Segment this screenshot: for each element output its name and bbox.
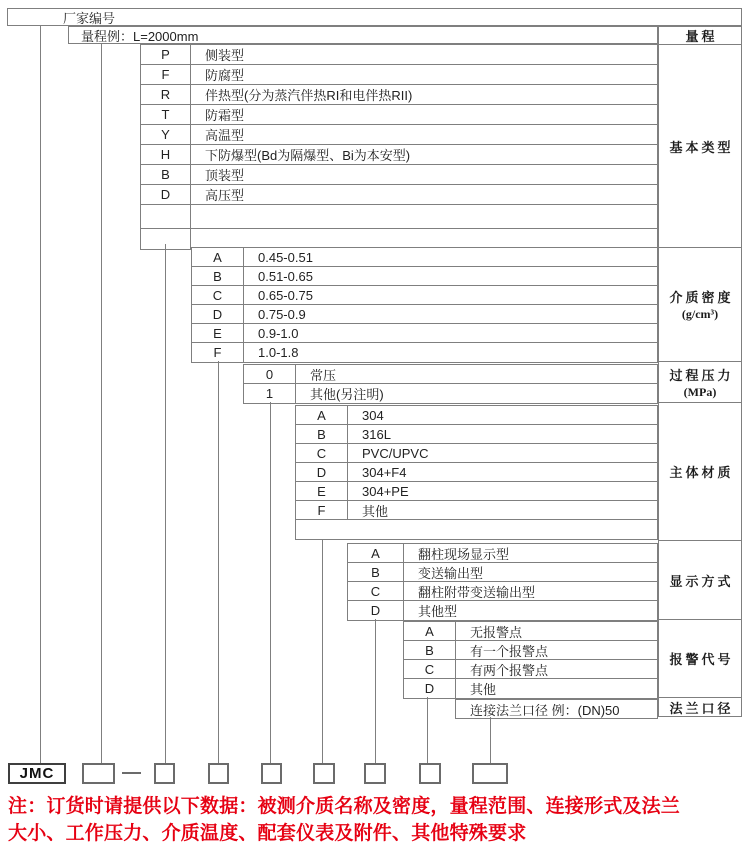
display-mode-table [347, 543, 658, 621]
label-medium-density: 介质密度 (g/cm³) [659, 248, 741, 362]
code-cell: B [296, 425, 348, 443]
value-cell: 其他(另注明) [310, 387, 384, 402]
value-cell: 304 [362, 407, 384, 423]
label-alarm-code: 报警代号 [659, 620, 741, 698]
range-example-row [68, 26, 658, 44]
code-cell: T [141, 105, 191, 124]
display-row [348, 601, 657, 620]
value-cell: 翻柱附带变送输出型 [418, 584, 536, 600]
code-box-density [208, 763, 229, 784]
medium-density-table [191, 247, 658, 363]
basic-type-row [141, 145, 657, 165]
density-row [192, 324, 657, 343]
value-cell: 防腐型 [205, 68, 245, 83]
code-cell: B [404, 641, 456, 659]
label-range: 量程 [659, 27, 741, 45]
alarm-row [404, 622, 657, 641]
material-row [296, 406, 657, 425]
code-cell: E [296, 482, 348, 500]
range-example-label: 量程例：L=2000mm [81, 28, 199, 44]
value-cell: 1.0-1.8 [258, 345, 299, 360]
connector-line-display [375, 619, 376, 763]
basic-type-row [141, 125, 657, 145]
value-cell: 316L [362, 426, 391, 442]
basic-type-row [141, 165, 657, 185]
basic-type-row [141, 85, 657, 105]
value-cell: PVC/UPVC [362, 445, 429, 461]
value-cell: 0.51-0.65 [258, 268, 313, 284]
code-box-pressure [261, 763, 282, 784]
code-cell: B [192, 267, 244, 285]
code-cell: D [141, 185, 191, 204]
density-row [192, 343, 657, 362]
code-cell [141, 205, 191, 228]
code-separator-dash [122, 772, 141, 774]
value-cell: 下防爆型(Bd为隔爆型、Bi为本安型) [205, 148, 411, 163]
code-box-material [313, 763, 335, 784]
code-cell: A [348, 544, 404, 562]
ordering-note-line1: 注：订货时请提供以下数据：被测介质名称及密度，量程范围、连接形式及法兰 [8, 796, 681, 817]
value-cell: 连接法兰口径 例：(DN)50 [470, 702, 620, 718]
category-label-column [658, 26, 742, 717]
value-cell: 无报警点 [470, 624, 523, 640]
material-row [296, 425, 657, 444]
display-row [348, 544, 657, 563]
code-cell: 0 [244, 365, 296, 383]
value-cell: 变送输出型 [418, 565, 484, 581]
value-cell: 其他型 [418, 604, 458, 619]
value-cell: 顶装型 [205, 168, 245, 183]
pressure-row [244, 384, 657, 403]
manufacturer-label: 厂家编号 [63, 10, 116, 26]
code-cell: 1 [244, 384, 296, 403]
density-row [192, 248, 657, 267]
basic-type-row-empty [141, 205, 657, 229]
basic-type-row [141, 105, 657, 125]
label-process-pressure: 过程压力 (MPa) [659, 362, 741, 403]
value-cell [191, 229, 657, 249]
code-box-alarm [419, 763, 441, 784]
basic-type-row [141, 185, 657, 205]
material-row [296, 463, 657, 482]
code-cell: A [404, 622, 456, 640]
label-flange-size: 法兰口径 [669, 700, 734, 716]
value-cell: 0.9-1.0 [258, 325, 299, 341]
connector-line-manufacturer [40, 26, 41, 763]
connector-line-pressure [270, 402, 271, 763]
material-row [296, 444, 657, 463]
code-cell: F [141, 65, 191, 84]
code-box-range [82, 763, 115, 784]
code-cell: B [348, 563, 404, 581]
value-cell: 304+PE [362, 483, 409, 499]
code-cell: Y [141, 125, 191, 144]
value-cell: 高温型 [205, 128, 245, 143]
ordering-note [8, 793, 750, 845]
value-cell: 其他 [470, 682, 497, 697]
code-box-display [364, 763, 386, 784]
code-cell: C [192, 286, 244, 304]
connector-line-material [322, 540, 323, 763]
code-cell: E [192, 324, 244, 342]
density-row [192, 305, 657, 324]
connector-line-density [218, 361, 219, 763]
code-cell: D [192, 305, 244, 323]
connector-line-flange [490, 717, 491, 763]
connector-line-alarm [427, 697, 428, 763]
material-row-empty [296, 520, 657, 539]
alarm-row [404, 660, 657, 679]
density-row [192, 286, 657, 305]
code-cell: D [296, 463, 348, 481]
density-row [192, 267, 657, 286]
code-cell: C [348, 582, 404, 600]
value-cell: 高压型 [205, 188, 245, 203]
alarm-row [404, 641, 657, 660]
value-cell: 有两个报警点 [470, 662, 549, 678]
alarm-row [404, 679, 657, 698]
material-row [296, 482, 657, 501]
value-cell: 翻柱现场显示型 [418, 546, 510, 562]
basic-type-row [141, 45, 657, 65]
value-cell: 0.65-0.75 [258, 287, 313, 303]
code-cell: F [296, 501, 348, 519]
value-cell [191, 205, 657, 228]
basic-type-row [141, 65, 657, 85]
value-cell: 伴热型(分为蒸汽伴热RI和电伴热RII) [205, 88, 413, 103]
connector-line-range [101, 44, 102, 763]
code-cell: C [296, 444, 348, 462]
body-material-table [295, 405, 658, 540]
model-code-box: JMC [8, 763, 66, 784]
code-cell [141, 229, 191, 249]
code-cell: H [141, 145, 191, 164]
code-cell: F [192, 343, 244, 362]
value-cell: 0.75-0.9 [258, 306, 306, 322]
code-box-basic-type [154, 763, 175, 784]
value-cell: 其他 [362, 503, 389, 519]
material-row [296, 501, 657, 520]
value-cell: 防霜型 [205, 108, 245, 123]
code-cell: B [141, 165, 191, 184]
label-body-material: 主体材质 [659, 403, 741, 541]
display-row [348, 582, 657, 601]
code-cell: R [141, 85, 191, 104]
code-cell: D [348, 601, 404, 620]
value-cell: 侧装型 [205, 48, 245, 63]
manufacturer-row [7, 8, 742, 26]
value-cell: 常压 [310, 367, 337, 383]
basic-type-row-empty [141, 229, 657, 249]
display-row [348, 563, 657, 582]
code-cell: A [192, 248, 244, 266]
label-display-mode: 显示方式 [659, 541, 741, 620]
label-basic-type: 基本类型 [659, 45, 741, 248]
code-cell: A [296, 406, 348, 424]
flange-size-row [455, 699, 658, 719]
ordering-note-line2: 大小、工作压力、介质温度、配套仪表及附件、其他特殊要求 [8, 823, 527, 844]
value-cell: 304+F4 [362, 464, 407, 480]
flange-row [456, 700, 657, 718]
alarm-code-table [403, 621, 658, 699]
value-cell: 有一个报警点 [470, 643, 549, 659]
code-cell: C [404, 660, 456, 678]
code-cell: P [141, 45, 191, 64]
process-pressure-table [243, 364, 658, 404]
code-cell: D [404, 679, 456, 698]
basic-type-table [140, 44, 658, 250]
pressure-row [244, 365, 657, 384]
code-box-flange [472, 763, 508, 784]
connector-line-basic-type [165, 244, 166, 763]
value-cell: 0.45-0.51 [258, 249, 313, 265]
